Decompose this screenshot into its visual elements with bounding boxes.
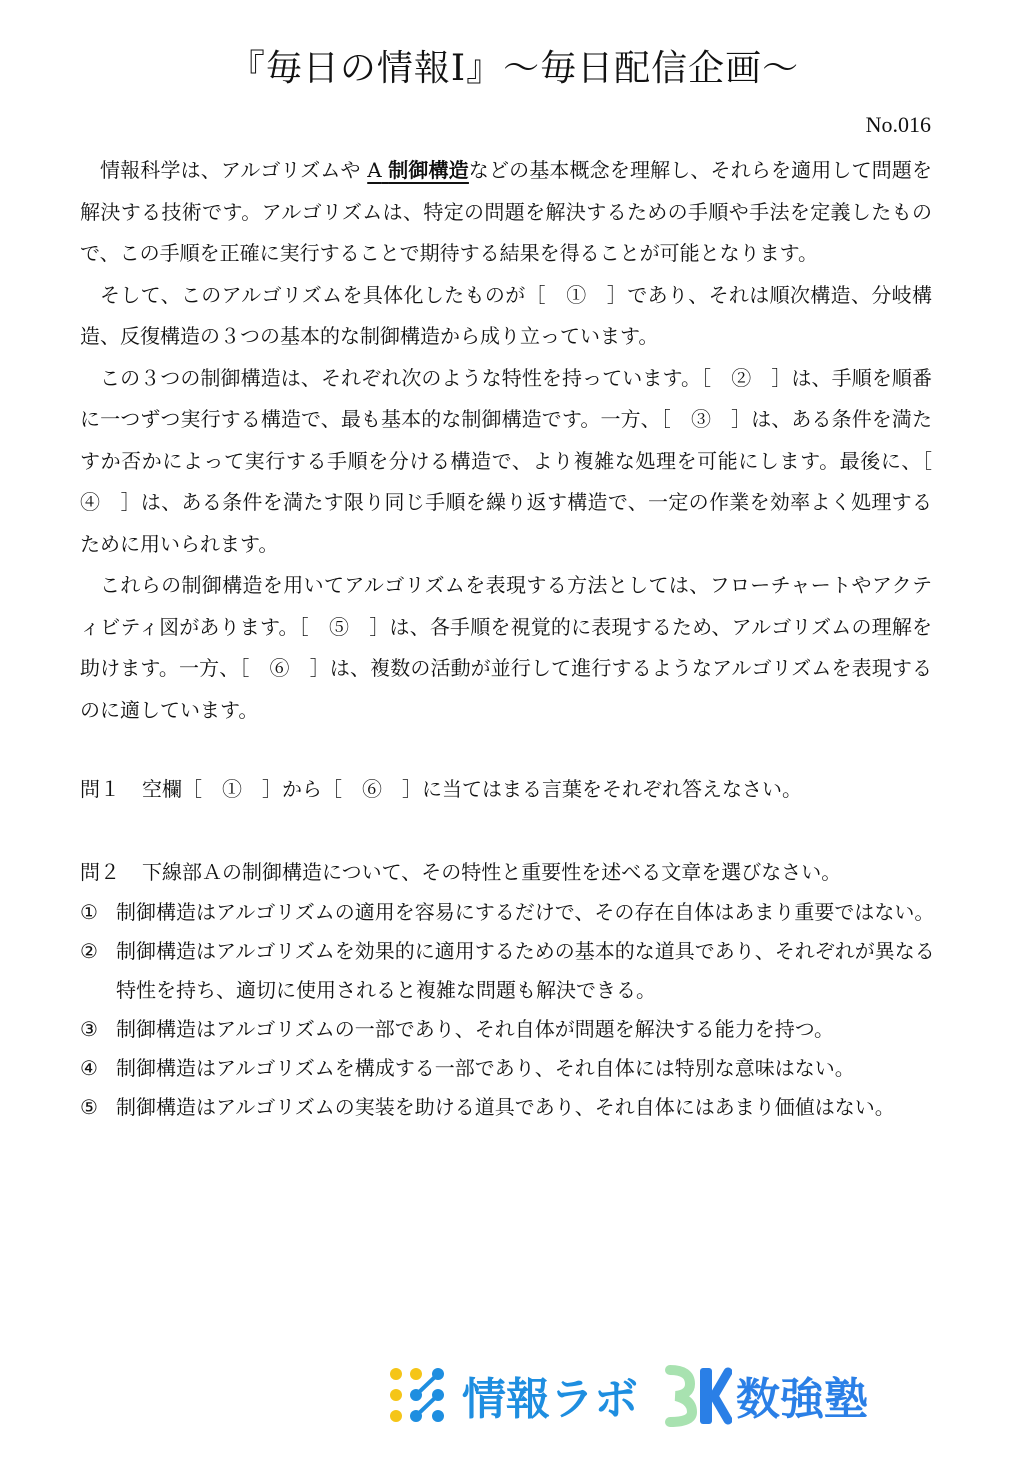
option-number: ① — [80, 900, 98, 924]
document-number: No.016 — [865, 112, 931, 137]
option-number: ③ — [80, 1017, 98, 1041]
option-number: ② — [80, 939, 98, 963]
underline-letter: A — [367, 158, 382, 182]
passage-text: 情報科学は、アルゴリズムや — [100, 158, 361, 182]
option-number: ⑤ — [80, 1095, 98, 1119]
answer-option — [80, 1049, 940, 1088]
info-lab-logo-icon — [386, 1360, 456, 1430]
question-2 — [80, 853, 841, 891]
passage — [80, 150, 952, 731]
page-title: 『毎日の情報Ⅰ』〜毎日配信企画〜 — [228, 48, 800, 89]
passage-text: などの基本概念を理解し、それらを適用して問題を解決する技術です。アルゴリズムは、特定の問題を解決するための手順や手法を定義したもので、この手順を正確に実行することで期待する結果を得ることが可能となります。 — [80, 158, 933, 265]
answer-option — [80, 1010, 940, 1049]
passage-paragraph-4: これらの制御構造を用いてアルゴリズムを表現する方法としては、フローチャートやアクティビティ図があります。［ ⑤ ］は、各手順を視覚的に表現するため、アルゴリズムの理解を助けます。一方、［ ⑥ ］は、複数の活動が並行して進行するようなアルゴリズムを表現するのに適しています。 — [80, 573, 932, 722]
question-1 — [80, 770, 802, 808]
passage-paragraph-1 — [80, 150, 932, 275]
answer-option — [80, 1088, 940, 1127]
underline-label — [367, 158, 469, 182]
passage-paragraph-3: この３つの制御構造は、それぞれ次のような特性を持っています。［ ② ］は、手順を順番に一つずつ実行する構造で、最も基本的な制御構造です。一方、［ ③ ］は、ある条件を満たすか否かによって実行する手順を分ける構造で、より複雑な処理を可能にします。最後に、［ ④ ］は、ある条件を満たす限り同じ手順を繰り返す構造で、一定の作業を効率よく処理するために用いられます。 — [80, 365, 952, 556]
option-text: 制御構造はアルゴリズムの一部であり、それ自体が問題を解決する能力を持つ。 — [116, 1017, 834, 1041]
question-text: 空欄［ ① ］から［ ⑥ ］に当てはまる言葉をそれぞれ答えなさい。 — [142, 777, 802, 801]
footer-logos — [386, 1360, 868, 1430]
suukyou-juku-logo-text: 数強塾 — [736, 1374, 868, 1425]
option-text: 制御構造はアルゴリズムを効果的に適用するための基本的な道具であり、それぞれが異なる特性を持ち、適切に使用されると複雑な問題も解決できる。 — [116, 939, 935, 1002]
passage-paragraph-2: そして、このアルゴリズムを具体化したものが［ ① ］であり、それは順次構造、分岐構造、反復構造の３つの基本的な制御構造から成り立っています。 — [80, 282, 932, 348]
option-number: ④ — [80, 1056, 98, 1080]
question-label: 問２ — [80, 860, 120, 884]
suukyou-juku-logo-icon — [662, 1360, 732, 1430]
answer-options — [80, 893, 940, 1127]
info-lab-logo-text: 情報ラボ — [462, 1374, 638, 1425]
question-label: 問１ — [80, 777, 120, 801]
option-text: 制御構造はアルゴリズムを構成する一部であり、それ自体には特別な意味はない。 — [116, 1056, 855, 1080]
option-text: 制御構造はアルゴリズムの実装を助ける道具であり、それ自体にはあまり価値はない。 — [116, 1095, 895, 1119]
answer-option — [80, 893, 940, 932]
answer-option — [80, 932, 940, 1010]
underlined-term: 制御構造 — [388, 158, 469, 182]
question-text: 下線部Ａの制御構造について、その特性と重要性を述べる文章を選びなさい。 — [142, 860, 842, 884]
option-text: 制御構造はアルゴリズムの適用を容易にするだけで、その存在自体はあまり重要ではない。 — [116, 900, 935, 924]
